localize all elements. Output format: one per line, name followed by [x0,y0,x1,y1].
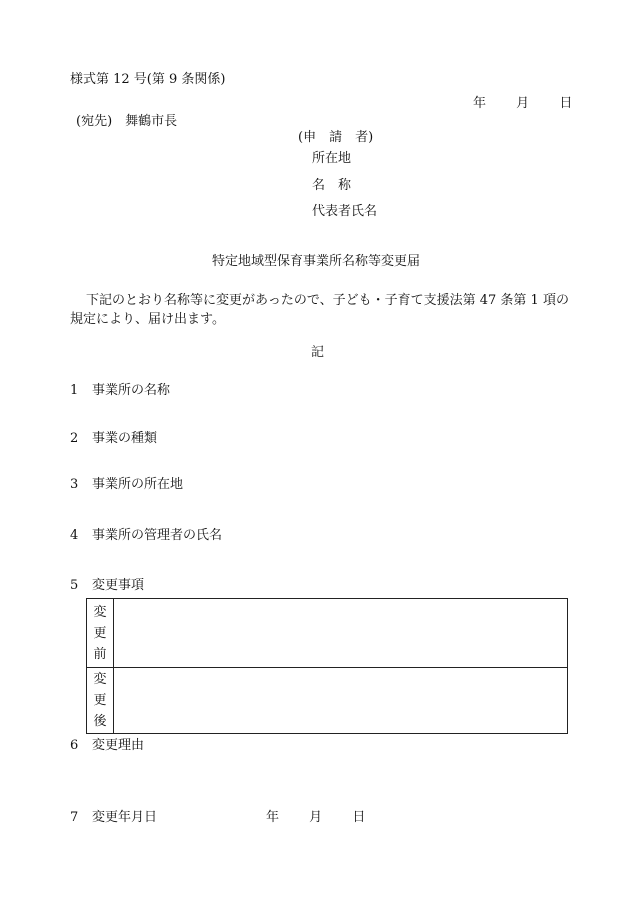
item-number: 2 [70,431,79,446]
body-text-line-2: 規定により、届け出ます。 [70,312,225,327]
change-date-month-label: 月 [309,810,323,825]
after-value-field[interactable] [114,667,567,733]
item-number: 7 [70,810,79,825]
item-label: 事業所の管理者の氏名 [92,528,223,543]
form-number: 様式第 12 号(第 9 条関係) [70,72,226,87]
after-label: 変 更 後 [87,667,114,733]
ki-heading: 記 [311,345,325,360]
item-label: 事業の種類 [92,431,158,446]
applicant-name-label: 名 称 [312,178,352,193]
item-label: 事業所の名称 [92,383,171,398]
item-number: 5 [70,578,79,593]
change-date [266,811,365,824]
document-title: 特定地域型保育事業所名称等変更届 [212,254,421,269]
applicant-heading: (申 請 者) [298,130,374,145]
submission-date [473,97,572,110]
item-label: 事業所の所在地 [92,477,184,492]
applicant-address-label: 所在地 [312,151,352,166]
date-year-label: 年 [473,96,487,111]
change-table [86,598,568,734]
addressee: (宛先) 舞鶴市長 [76,114,178,129]
change-row-before [87,599,567,668]
before-value-field[interactable] [114,599,567,667]
item-label: 変更事項 [92,578,145,593]
item-label: 変更年月日 [92,810,158,825]
applicant-representative-label: 代表者氏名 [312,204,378,219]
item-number: 3 [70,477,79,492]
change-date-year-label: 年 [266,810,280,825]
body-text-line-1: 下記のとおり名称等に変更があったので、子ども・子育て支援法第 47 条第 1 項の [86,293,569,308]
item-label: 変更理由 [92,738,145,753]
date-month-label: 月 [516,96,530,111]
item-number: 1 [70,383,79,398]
before-label: 変 更 前 [87,599,114,667]
date-day-label: 日 [559,96,573,111]
change-row-after [87,667,567,733]
change-date-day-label: 日 [352,810,366,825]
item-number: 6 [70,738,79,753]
item-number: 4 [70,528,79,543]
